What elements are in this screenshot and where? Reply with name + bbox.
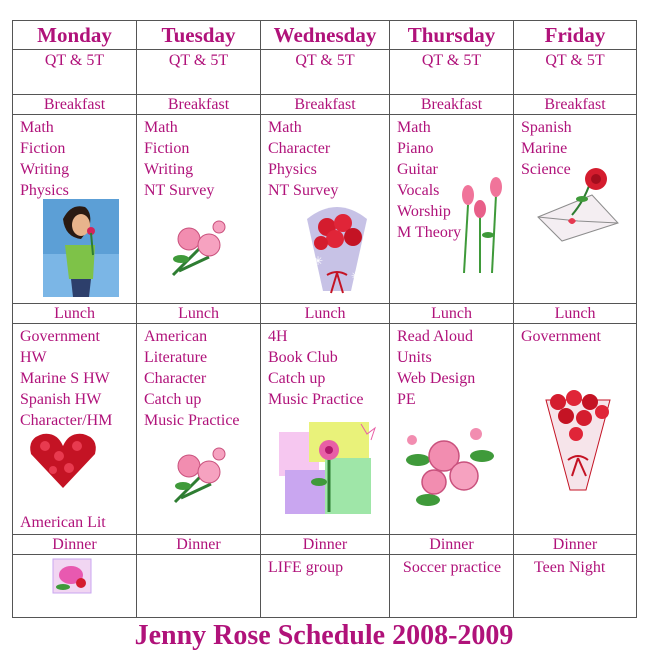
qt-cell: QT & 5T: [390, 50, 514, 95]
evening-friday: [514, 555, 637, 618]
flower-collage-art: [279, 422, 379, 518]
list-item: Marine S HW: [20, 370, 110, 387]
list-item: Science: [521, 161, 571, 178]
breakfast-row: [13, 95, 637, 115]
afternoon-row: [13, 324, 637, 535]
dinner-cell: Dinner: [514, 535, 637, 555]
list-item: Math: [397, 119, 431, 136]
evening-tuesday: [137, 555, 261, 618]
morning-list: [261, 115, 389, 201]
lunch-cell: Lunch: [261, 304, 390, 324]
evening-text: Teen Night: [534, 559, 606, 576]
list-item: NT Survey: [268, 182, 339, 199]
day-header-row: [13, 21, 637, 50]
evening-thursday: [390, 555, 514, 618]
list-item: Read Aloud: [397, 328, 473, 345]
list-item: Physics: [268, 161, 317, 178]
list-item: Fiction: [20, 140, 66, 157]
list-item: Units: [397, 349, 432, 366]
list-item: Vocals: [397, 182, 440, 199]
pink-roses-art: [167, 442, 231, 508]
list-item: Fiction: [144, 140, 190, 157]
list-item: M Theory: [397, 224, 462, 241]
svg-text:✳: ✳: [351, 271, 360, 282]
list-item: Book Club: [268, 349, 338, 366]
list-item: Writing: [20, 161, 70, 178]
woman-with-flower-art: [43, 199, 119, 297]
breakfast-cell: Breakfast: [261, 95, 390, 115]
list-item: Math: [144, 119, 178, 136]
list-item: 4H: [268, 328, 288, 345]
morning-thursday: [390, 115, 514, 304]
list-item: Spanish: [521, 119, 572, 136]
list-item: Catch up: [144, 391, 202, 408]
afternoon-list: [261, 324, 389, 410]
breakfast-cell: Breakfast: [390, 95, 514, 115]
breakfast-cell: Breakfast: [13, 95, 137, 115]
list-item: PE: [397, 391, 416, 408]
morning-list: [390, 115, 513, 243]
list-item: Physics: [20, 182, 69, 199]
list-item: Character: [144, 370, 207, 387]
red-bouquet-art: [542, 386, 614, 496]
list-item: Guitar: [397, 161, 438, 178]
breakfast-cell: Breakfast: [514, 95, 637, 115]
lunch-cell: Lunch: [137, 304, 261, 324]
rose-cluster-art: [398, 420, 498, 510]
lunch-cell: Lunch: [390, 304, 514, 324]
list-item: Math: [20, 119, 54, 136]
day-monday: Monday: [13, 21, 137, 50]
list-item: Character: [268, 140, 331, 157]
list-item: Worship: [397, 203, 451, 220]
lunch-row: [13, 304, 637, 324]
qt-row: [13, 50, 637, 95]
qt-cell: QT & 5T: [261, 50, 390, 95]
afternoon-friday: [514, 324, 637, 535]
afternoon-tuesday: [137, 324, 261, 535]
day-friday: Friday: [514, 21, 637, 50]
morning-row: [13, 115, 637, 304]
list-item: Spanish HW: [20, 391, 102, 408]
rose-bouquet-art: [301, 199, 373, 299]
list-item: Web Design: [397, 370, 476, 387]
page-title: Jenny Rose Schedule 2008-2009: [134, 620, 514, 651]
list-item: Literature: [144, 349, 208, 366]
morning-tuesday: [137, 115, 261, 304]
evening-row: [13, 555, 637, 618]
list-item: Government: [20, 328, 100, 345]
afternoon-list: [390, 324, 513, 410]
list-item: Piano: [397, 140, 434, 157]
dinner-cell: Dinner: [137, 535, 261, 555]
afternoon-monday: [13, 324, 137, 535]
dinner-cell: Dinner: [390, 535, 514, 555]
morning-list: [13, 115, 136, 201]
dinner-cell: Dinner: [261, 535, 390, 555]
morning-list: [137, 115, 260, 201]
list-item: Catch up: [268, 370, 326, 387]
breakfast-cell: Breakfast: [137, 95, 261, 115]
day-tuesday: Tuesday: [137, 21, 261, 50]
lunch-cell: Lunch: [13, 304, 137, 324]
list-item: Character/HM: [20, 412, 113, 429]
morning-monday: [13, 115, 137, 304]
morning-friday: [514, 115, 637, 304]
heart-of-roses-art: [27, 430, 99, 490]
evening-wednesday: [261, 555, 390, 618]
list-item: Government: [521, 328, 601, 345]
afternoon-list: [137, 324, 260, 431]
list-item: Writing: [144, 161, 194, 178]
evening-text: LIFE group: [268, 559, 344, 576]
list-item: American: [144, 328, 208, 345]
day-thursday: Thursday: [390, 21, 514, 50]
svg-text:✳: ✳: [313, 254, 324, 268]
evening-monday: [13, 555, 137, 618]
morning-list: [514, 115, 636, 180]
afternoon-list: [514, 324, 636, 347]
qt-cell: QT & 5T: [137, 50, 261, 95]
list-item: Marine: [521, 140, 568, 157]
day-wednesday: Wednesday: [261, 21, 390, 50]
qt-cell: QT & 5T: [514, 50, 637, 95]
flower-box-art: [51, 557, 93, 595]
schedule-table: [12, 20, 637, 618]
list-item: Music Practice: [268, 391, 364, 408]
evening-text: Soccer practice: [402, 559, 502, 576]
list-item: Music Practice: [144, 412, 240, 429]
morning-wednesday: [261, 115, 390, 304]
afternoon-list: [13, 324, 136, 431]
afternoon-thursday: [390, 324, 514, 535]
dinner-row: [13, 535, 637, 555]
american-lit-label: American Lit: [20, 514, 106, 531]
list-item: HW: [20, 349, 47, 366]
list-item: Math: [268, 119, 302, 136]
dinner-cell: Dinner: [13, 535, 137, 555]
afternoon-wednesday: [261, 324, 390, 535]
qt-cell: QT & 5T: [13, 50, 137, 95]
pink-roses-art: [165, 215, 231, 281]
list-item: NT Survey: [144, 182, 215, 199]
lunch-cell: Lunch: [514, 304, 637, 324]
